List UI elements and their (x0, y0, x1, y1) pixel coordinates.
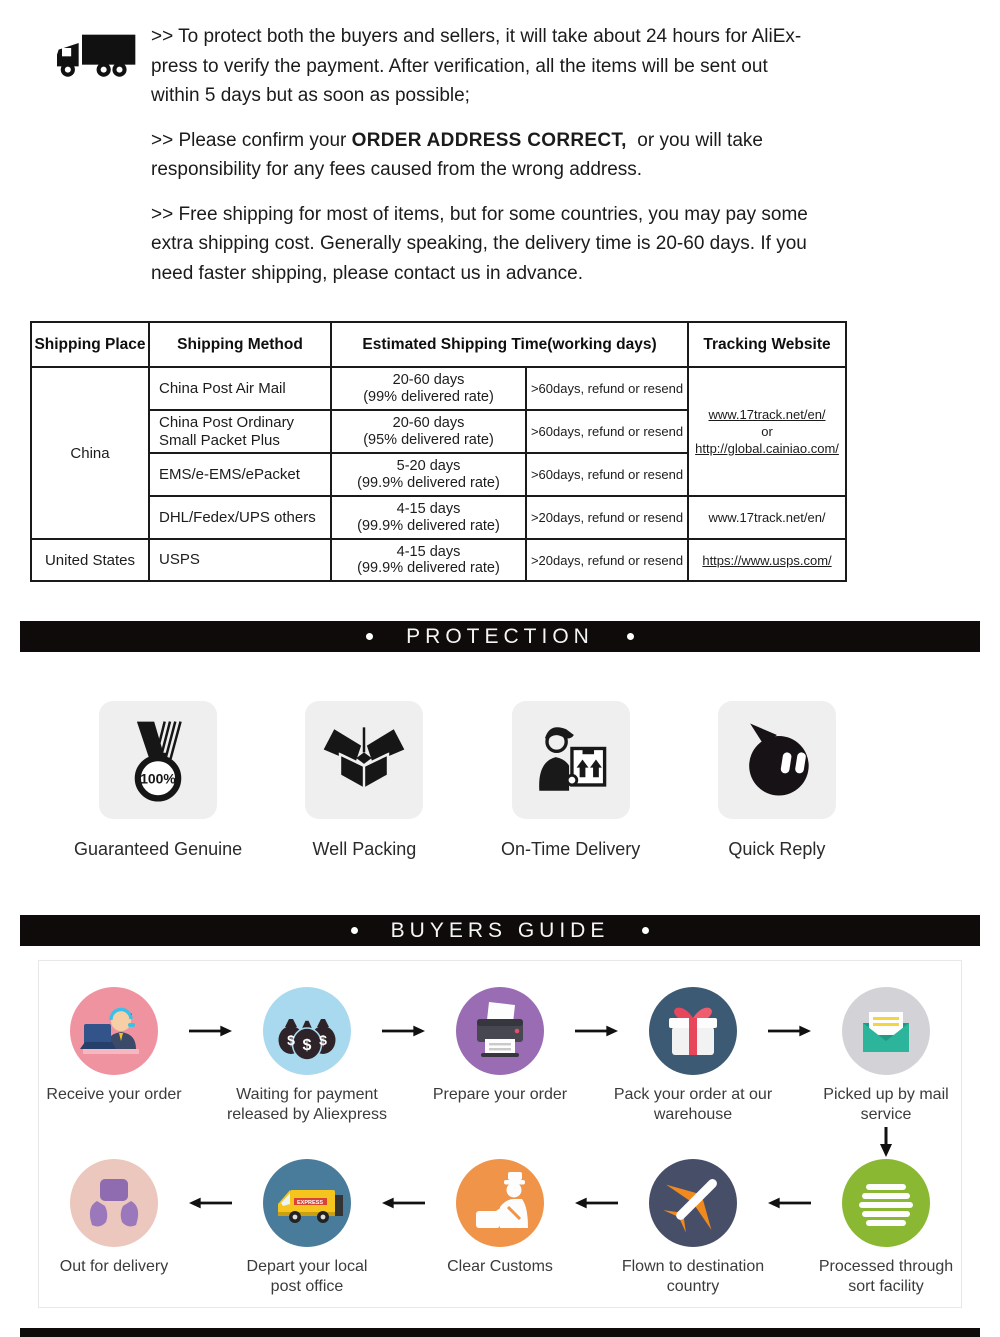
guide-step-prepare-order (425, 987, 575, 1105)
cell-place-usa: United States (31, 539, 149, 581)
protection-banner-title: PROTECTION (406, 624, 594, 648)
banner-bullet-icon (366, 633, 373, 640)
cell-method: China Post Air Mail (149, 367, 331, 410)
guide-step-label: Out for delivery (59, 1258, 169, 1275)
tracking-link-17track[interactable]: www.17track.net/en/ (708, 407, 826, 422)
note-paragraph-shipping (151, 200, 808, 289)
svg-text:100%: 100% (140, 770, 176, 787)
note-line: need faster shipping, please contact us in advance. (151, 262, 584, 284)
delivery-person-icon (512, 701, 630, 819)
svg-text:$: $ (319, 1032, 327, 1048)
envelope-icon (842, 987, 930, 1075)
medal-100-icon (99, 701, 217, 819)
cell-time: 4-15 days (99.9% delivered rate) (331, 496, 526, 539)
cell-method: DHL/Fedex/UPS others (149, 496, 331, 539)
header-tracking-website: Tracking Website (688, 322, 846, 367)
buyers-guide-banner (20, 915, 980, 946)
protection-banner (20, 621, 980, 652)
note-line: >> Please confirm your ORDER ADDRESS CORRECT, or you will take (151, 129, 763, 151)
protection-item-label: Quick Reply (728, 839, 826, 859)
cell-method: USPS (149, 539, 331, 581)
customer-at-laptop-icon (70, 987, 158, 1075)
protection-item-reply (674, 701, 880, 860)
guide-step-label: Waiting for payment released by Aliexpress (226, 1086, 388, 1123)
svg-text:$: $ (287, 1032, 295, 1048)
svg-text:EXPRESS: EXPRESS (297, 1200, 323, 1206)
cell-policy: >60days, refund or resend (526, 410, 688, 453)
seller-notes-section (0, 0, 1000, 288)
note-line: responsibility for any fees caused from the wrong address. (151, 159, 643, 180)
banner-bullet-icon (351, 927, 358, 934)
protection-item-packing (261, 701, 467, 860)
arrow-left-icon (189, 1159, 232, 1247)
gift-box-icon (649, 987, 737, 1075)
guide-step-waiting-payment (226, 987, 388, 1125)
note-line: within 5 days but as soon as possible; (151, 85, 470, 106)
cell-method: EMS/e-EMS/ePacket (149, 453, 331, 496)
chat-bubble-icon (718, 701, 836, 819)
next-section-banner-partial (20, 1328, 980, 1337)
guide-step-flown-to-destination (618, 1159, 768, 1297)
guide-step-out-for-delivery (39, 1159, 189, 1277)
buyers-guide-flow (38, 960, 962, 1308)
cell-tracking: www.17track.net/en/ (688, 496, 846, 539)
guide-step-label: Flown to destination country (621, 1258, 765, 1295)
cell-place-china: China (31, 367, 149, 539)
guide-step-receive-order (39, 987, 189, 1105)
express-van-icon (263, 1159, 351, 1247)
banner-bullet-icon (627, 633, 634, 640)
guide-step-depart-post-office (232, 1159, 382, 1297)
open-box-icon (305, 701, 423, 819)
protection-item-genuine (55, 701, 261, 860)
arrow-down-icon (811, 1127, 961, 1157)
printer-icon (456, 987, 544, 1075)
shipping-table (30, 321, 847, 582)
guide-step-label: Picked up by mail service (823, 1086, 949, 1123)
notes-text (151, 22, 808, 288)
customs-officer-icon (456, 1159, 544, 1247)
arrow-right-icon (382, 987, 425, 1075)
guide-step-pack-order (613, 987, 773, 1125)
note-paragraph-verification (151, 22, 808, 111)
arrow-right-icon (189, 987, 232, 1075)
header-shipping-place: Shipping Place (31, 322, 149, 367)
arrow-right-icon (575, 987, 618, 1075)
guide-flow-bottom-row (39, 1159, 961, 1297)
hands-holding-box-icon (70, 1159, 158, 1247)
note-line: extra shipping cost. Generally speaking, the delivery time is 20-60 days. If you (151, 233, 807, 254)
cell-policy: >60days, refund or resend (526, 367, 688, 410)
guide-step-label: Clear Customs (447, 1258, 553, 1275)
guide-step-label: Pack your order at our warehouse (613, 1086, 773, 1123)
guide-step-clear-customs (425, 1159, 575, 1277)
guide-step-sort-facility (811, 1159, 961, 1297)
guide-step-label: Depart your local post office (246, 1258, 368, 1295)
arrow-left-icon (382, 1159, 425, 1247)
arrow-left-icon (575, 1159, 618, 1247)
cell-time: 5-20 days (99.9% delivered rate) (331, 453, 526, 496)
arrow-left-icon (768, 1159, 811, 1247)
protection-item-delivery (468, 701, 674, 860)
guide-step-label: Processed through sort facility (818, 1258, 954, 1295)
guide-step-mail-pickup (811, 987, 961, 1125)
cell-policy: >20days, refund or resend (526, 496, 688, 539)
protection-item-label: Guaranteed Genuine (74, 839, 243, 859)
protection-items-row (55, 701, 880, 860)
truck-icon (55, 28, 139, 288)
guide-flow-top-row (39, 987, 961, 1125)
table-row (31, 367, 846, 410)
note-line: >> Free shipping for most of items, but for some countries, you may pay some (151, 203, 808, 225)
cell-tracking-group (688, 367, 846, 496)
cell-time: 20-60 days (99% delivered rate) (331, 367, 526, 410)
header-estimated-time: Estimated Shipping Time(working days) (331, 322, 688, 367)
banner-bullet-icon (642, 927, 649, 934)
tracking-link-cainiao[interactable]: http://global.cainiao.com/ (695, 441, 839, 456)
airplane-icon (649, 1159, 737, 1247)
table-row (31, 539, 846, 581)
protection-item-label: Well Packing (312, 839, 417, 859)
table-row (31, 496, 846, 539)
note-line: press to verify the payment. After verification, all the items will be sent out (151, 55, 768, 77)
guide-step-label: Receive your order (46, 1086, 182, 1103)
guide-flow-connector-row (39, 1127, 961, 1157)
cell-method: China Post Ordinary Small Packet Plus (149, 410, 331, 453)
guide-step-label: Prepare your order (432, 1086, 568, 1103)
table-header-row (31, 322, 846, 367)
cell-time: 20-60 days (95% delivered rate) (331, 410, 526, 453)
note-line: >> To protect both the buyers and sellers, it will take about 24 hours for AliEx- (151, 26, 802, 47)
cell-policy: >20days, refund or resend (526, 539, 688, 581)
header-shipping-method: Shipping Method (149, 322, 331, 367)
svg-text:$: $ (302, 1037, 312, 1054)
money-bags-icon (263, 987, 351, 1075)
cell-time: 4-15 days (99.9% delivered rate) (331, 539, 526, 581)
protection-item-label: On-Time Delivery (500, 839, 641, 859)
tracking-conjunction: or (761, 424, 773, 439)
note-paragraph-address (151, 126, 808, 185)
buyers-guide-banner-title: BUYERS GUIDE (390, 918, 610, 942)
sort-facility-icon (842, 1159, 930, 1247)
cell-policy: >60days, refund or resend (526, 453, 688, 496)
order-address-emphasis: ORDER ADDRESS CORRECT, (351, 129, 627, 151)
arrow-right-icon (768, 987, 811, 1075)
tracking-link-usps[interactable]: https://www.usps.com/ (688, 539, 846, 581)
